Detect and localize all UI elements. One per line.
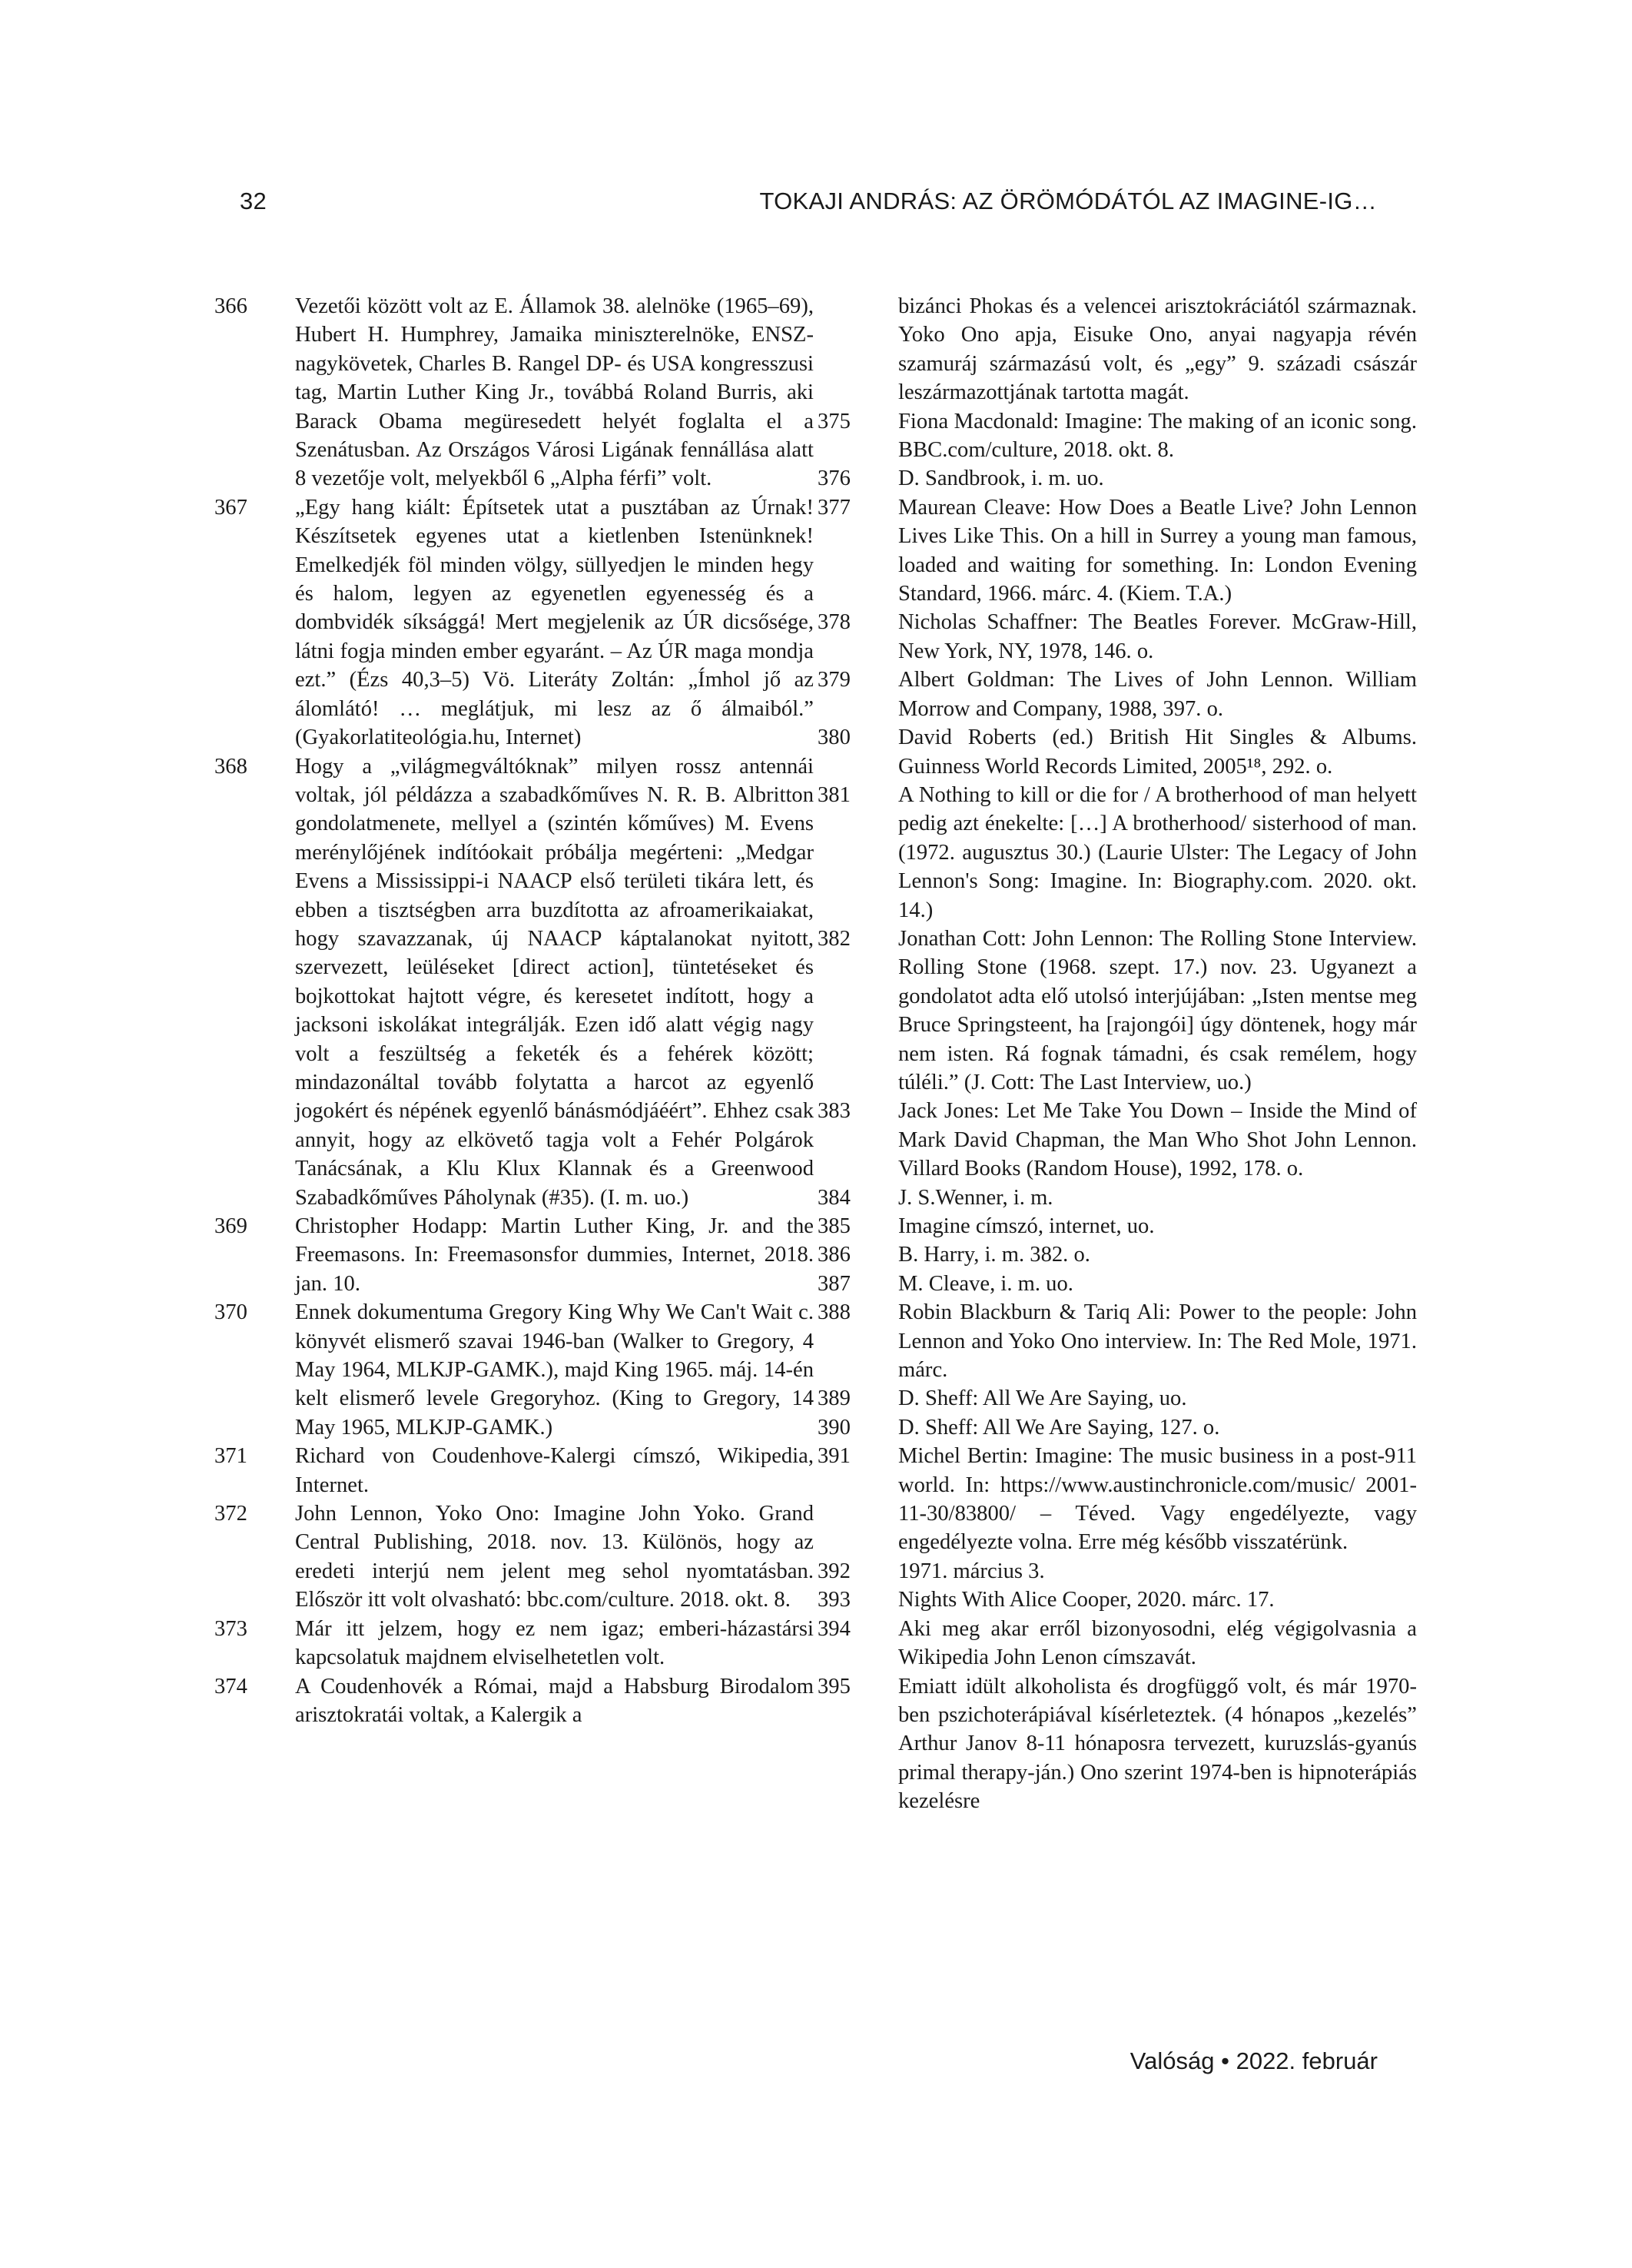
footnote-text: Már itt jelzem, hogy ez nem igaz; emberi-házastársi kapcsolatuk majdnem elviselhetetlen volt. bbox=[295, 1616, 814, 1670]
footnote-373 bbox=[214, 1615, 814, 1672]
footnote-number: 395 bbox=[818, 1674, 851, 1699]
footnote-text: D. Sandbrook, i. m. uo. bbox=[898, 467, 1104, 491]
footnote-text: Nights With Alice Cooper, 2020. márc. 17. bbox=[898, 1588, 1275, 1612]
journal-footer: Valóság • 2022. február bbox=[1129, 2047, 1378, 2074]
footnote-text: Christopher Hodapp: Martin Luther King, Jr. and the Freemasons. In: Freemasonsfor dummies, Internet, 2018. jan. 10. bbox=[295, 1214, 814, 1296]
footnote-text: Robin Blackburn & Tariq Ali: Power to the people: John Lennon and Yoko Ono interview. In: The Red Mole, 1971. márc. bbox=[898, 1300, 1417, 1383]
footnote-number: 375 bbox=[818, 409, 851, 433]
footnote-number: 384 bbox=[818, 1185, 851, 1210]
footnote-text: Michel Bertin: Imagine: The music business in a post-911 world. In: https://www.austinchronicle.com/music/ 2001-11-30/83800/ – Téved. Vagy engedélyezte, vagy engedélyezte volna. Erre még később visszatérünk. bbox=[898, 1444, 1417, 1555]
footnote-367 bbox=[214, 493, 814, 752]
footnote-text: Fiona Macdonald: Imagine: The making of an iconic song. BBC.com/culture, 2018. okt. 8. bbox=[898, 409, 1417, 463]
footnote-text: Aki meg akar erről bizonyosodni, elég végigolvasnia a Wikipedia John Lenon címszavát. bbox=[898, 1616, 1417, 1670]
footnote-text: 1971. március 3. bbox=[898, 1559, 1045, 1583]
footnote-388 bbox=[818, 1298, 1417, 1384]
footnote-text: Jonathan Cott: John Lennon: The Rolling Stone Interview. Rolling Stone (1968. szept. 17.) nov. 23. Ugyanezt a gondolatot adta elő utolsó interjújában: „Isten mentse meg Bruce Springsteent, ha [rajongói] úgy döntenek, hogy már nem isten. Rá fognak támadni, és csak remélem, hogy túléli.” (J. Cott: The Last Interview, uo.) bbox=[898, 926, 1417, 1094]
footnote-386 bbox=[818, 1240, 1417, 1269]
footnote-368 bbox=[214, 752, 814, 1213]
footnote-text: Imagine címszó, internet, uo. bbox=[898, 1214, 1155, 1238]
footnote-text: Jack Jones: Let Me Take You Down – Inside the Mind of Mark David Chapman, the Man Who Shot John Lennon. Villard Books (Random House), 1992, 178. o. bbox=[898, 1099, 1417, 1181]
footnote-371 bbox=[214, 1442, 814, 1499]
footnote-374-continuation bbox=[818, 292, 1417, 407]
footnote-text: John Lennon, Yoko Ono: Imagine John Yoko. Grand Central Publishing, 2018. nov. 13. Különös, hogy az eredeti interjú nem jelent meg sehol nyomtatásban. Először itt volt olvasható: bbc.com/culture. 2018. okt. 8. bbox=[295, 1502, 814, 1612]
footnote-text: B. Harry, i. m. 382. o. bbox=[898, 1243, 1090, 1267]
footnote-number: 367 bbox=[214, 495, 247, 520]
footnote-text: David Roberts (ed.) British Hit Singles & Albums. Guinness World Records Limited, 2005¹⁸, 292. o. bbox=[898, 726, 1417, 779]
footnote-number: 368 bbox=[214, 754, 247, 779]
footnote-374 bbox=[214, 1672, 814, 1730]
footnote-382 bbox=[818, 925, 1417, 1097]
footnote-text: M. Cleave, i. m. uo. bbox=[898, 1271, 1073, 1296]
footnote-number: 376 bbox=[818, 467, 851, 491]
footnote-370 bbox=[214, 1298, 814, 1442]
footnote-text: Maurean Cleave: How Does a Beatle Live? John Lennon Lives Like This. On a hill in Surrey a young man famous, loaded and waiting for something. In: London Evening Standard, 1966. márc. 4. (Kiem. T.A.) bbox=[898, 495, 1417, 606]
footnote-text: Nicholas Schaffner: The Beatles Forever. McGraw-Hill, New York, NY, 1978, 146. o. bbox=[898, 610, 1417, 663]
right-column bbox=[818, 292, 1417, 1816]
footnote-number: 378 bbox=[818, 610, 851, 635]
footnote-number: 394 bbox=[818, 1616, 851, 1641]
footnote-376 bbox=[818, 464, 1417, 493]
footnote-385 bbox=[818, 1212, 1417, 1240]
footnote-393 bbox=[818, 1586, 1417, 1614]
footnote-number: 391 bbox=[818, 1444, 851, 1469]
footnote-number: 393 bbox=[818, 1588, 851, 1612]
footnote-number: 379 bbox=[818, 668, 851, 692]
footnote-381 bbox=[818, 781, 1417, 925]
footnote-text: A Nothing to kill or die for / A brotherhood of man helyett pedig azt énekelte: […] A brotherhood/ sisterhood of man. (1972. augusztus 30.) (Laurie Ulster: The Legacy of John Lennon's Song: Imagine. In: Biography.com. 2020. okt. 14.) bbox=[898, 782, 1417, 922]
footnote-number: 369 bbox=[214, 1214, 247, 1238]
footnote-380 bbox=[818, 723, 1417, 781]
footnote-number: 387 bbox=[818, 1271, 851, 1296]
footnote-366 bbox=[214, 292, 814, 493]
footnote-369 bbox=[214, 1212, 814, 1298]
footnote-number: 366 bbox=[214, 294, 247, 318]
footnote-text: Hogy a „világmegváltóknak” milyen rossz antennái voltak, jól példázza a szabadkőműves N. R. B. Albritton gondolatmenete, mellyel a (szintén kőműves) M. Evens merénylőjének indítóokait próbálja megérteni: „Medgar Evens a Mississippi-i NAACP első területi tikára lett, és ebben a tisztségben arra buzdította az afroamerikaiakat, hogy szavazzanak, új NAACP káptalanokat nyitott, szervezett, leüléseket [direct action], tüntetéseket és bojkottokat hajtott végre, és keresetet indított, hogy a jacksoni iskolákat integrálják. Ezen idő alatt végig nagy volt a feszültség a feketék és a fehérek között; mindazonáltal tovább folytatta a harcot az egyenlő jogokért és népének egyenlő bánásmódjáéért”. Ehhez csak annyit, hogy az elkövető tagja volt a Fehér Polgárok Tanácsának, a Klu Klux Klannak és a Greenwood Szabadkőműves Páholynak (#35). (I. m. uo.) bbox=[295, 754, 814, 1210]
footnote-text: Ennek dokumentuma Gregory King Why We Can't Wait c. könyvét elismerő szavai 1946-ban (Walker to Gregory, 4 May 1964, MLKJP-GAMK.), majd King 1965. máj. 14-én kelt elismerő levele Gregoryhoz. (King to Gregory, 14 May 1965, MLKJP-GAMK.) bbox=[295, 1300, 814, 1439]
footnote-379 bbox=[818, 666, 1417, 723]
footnote-395 bbox=[818, 1672, 1417, 1816]
footnote-number: 372 bbox=[214, 1502, 247, 1526]
footnote-text: J. S.Wenner, i. m. bbox=[898, 1185, 1053, 1210]
footnote-394 bbox=[818, 1615, 1417, 1672]
footnote-392 bbox=[818, 1557, 1417, 1586]
footnote-number: 388 bbox=[818, 1300, 851, 1325]
footnote-377 bbox=[818, 493, 1417, 609]
footnote-372 bbox=[214, 1499, 814, 1615]
footnote-378 bbox=[818, 608, 1417, 666]
footnote-text: D. Sheff: All We Are Saying, 127. o. bbox=[898, 1415, 1220, 1439]
footnote-text: Emiatt idült alkoholista és drogfüggő volt, és már 1970-ben pszichoterápiával kísérleteztek. (4 hónapos „kezelés” Arthur Janov 8-11 hónaposra tervezett, kuruzslás-gyanús primal therapy-ján.) Ono szerint 1974-ben is hipnoterápiás kezelésre bbox=[898, 1674, 1417, 1814]
footnote-number: 380 bbox=[818, 726, 851, 750]
footnote-384 bbox=[818, 1184, 1417, 1212]
running-head bbox=[240, 188, 1377, 221]
footnote-text: „Egy hang kiált: Építsetek utat a pusztában az Úrnak! Készítsetek egyenes utat a kietlenben Istenünknek! Emelkedjék föl minden völgy, süllyedjen le minden hegy és halom, legyen az egyenetlen egyenesség és a dombvidék síksággá! Mert megjelenik az ÚR dicsősége, látni fogja minden ember egyaránt. – Az ÚR maga mondja ezt.” (Ézs 40,3–5) Vö. Literáty Zoltán: „Ímhol jő az álomlátó! … meglátjuk, mi lesz az ő álmaiból.” (Gyakorlatiteológia.hu, Internet) bbox=[295, 495, 814, 750]
left-column bbox=[214, 292, 814, 1729]
footnote-390 bbox=[818, 1413, 1417, 1442]
footnote-number: 370 bbox=[214, 1300, 247, 1325]
footnote-text: Richard von Coudenhove-Kalergi címszó, Wikipedia, Internet. bbox=[295, 1444, 814, 1497]
footnote-text: Albert Goldman: The Lives of John Lennon. William Morrow and Company, 1988, 397. o. bbox=[898, 668, 1417, 721]
footnote-number: 383 bbox=[818, 1099, 851, 1124]
footnote-number: 386 bbox=[818, 1243, 851, 1267]
footnote-number: 373 bbox=[214, 1616, 247, 1641]
footnote-number: 374 bbox=[214, 1674, 247, 1699]
footnote-number: 371 bbox=[214, 1444, 247, 1469]
footnote-text: bizánci Phokas és a velencei arisztokráciától származnak. Yoko Ono apja, Eisuke Ono, anyai nagyapja révén szamuráj származású volt, és „egy” 9. századi császár leszármazottjának tartotta magát. bbox=[898, 294, 1417, 405]
footnote-391 bbox=[818, 1442, 1417, 1557]
footnote-number: 382 bbox=[818, 926, 851, 951]
footnote-number: 385 bbox=[818, 1214, 851, 1238]
footnote-387 bbox=[818, 1270, 1417, 1298]
footnote-number: 377 bbox=[818, 495, 851, 520]
footnote-number: 392 bbox=[818, 1559, 851, 1583]
footnote-383 bbox=[818, 1097, 1417, 1183]
footnote-text: Vezetői között volt az E. Államok 38. alelnöke (1965–69), Hubert H. Humphrey, Jamaika miniszterelnöke, ENSZ-nagykövetek, Charles B. Rangel DP- és USA kongresszusi tag, Martin Luther King Jr., továbbá Roland Burris, aki Barack Obama megüresedett helyét foglalta el a Szenátusban. Az Országos Városi Ligának fennállása alatt 8 vezetője volt, melyekből 6 „Alpha férfi” volt. bbox=[295, 294, 814, 491]
running-title: TOKAJI ANDRÁS: AZ ÖRÖMÓDÁTÓL AZ IMAGINE-IG… bbox=[759, 188, 1377, 214]
footnote-text: D. Sheff: All We Are Saying, uo. bbox=[898, 1386, 1187, 1411]
footnote-text: A Coudenhovék a Római, majd a Habsburg Birodalom arisztokratái voltak, a Kalergik a bbox=[295, 1674, 814, 1727]
footnote-375 bbox=[818, 407, 1417, 465]
page-number: 32 bbox=[240, 188, 267, 214]
footnote-389 bbox=[818, 1384, 1417, 1413]
footnote-number: 389 bbox=[818, 1386, 851, 1411]
footnote-number: 381 bbox=[818, 782, 851, 807]
footnote-number: 390 bbox=[818, 1415, 851, 1439]
